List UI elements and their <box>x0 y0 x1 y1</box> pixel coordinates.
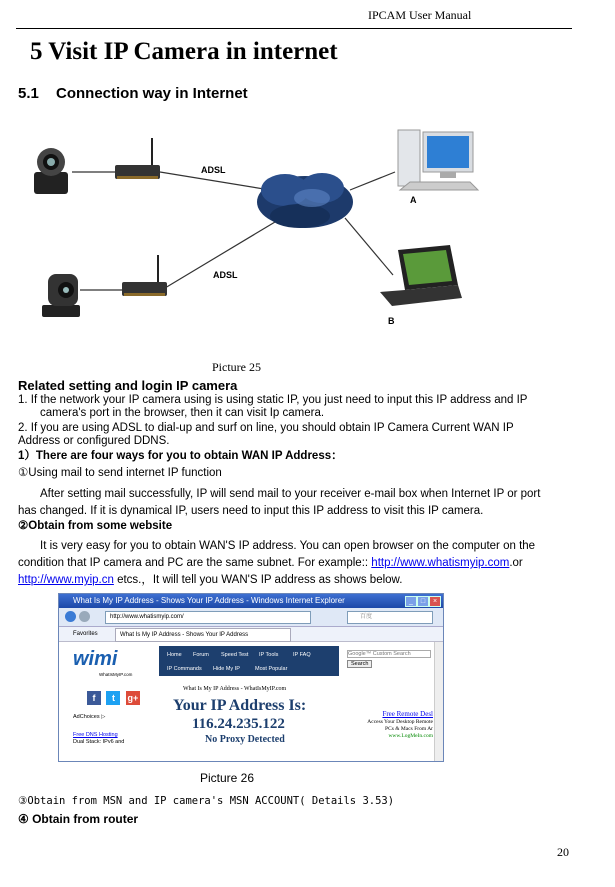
remote-line-2: Access Your Desktop Remote <box>367 719 433 725</box>
pc-b-label: B <box>388 316 395 326</box>
p1-line-b: camera's port in the browser, then it can visit Ip camera. <box>40 407 325 419</box>
search-button[interactable]: Search <box>347 660 372 668</box>
whatismyip-link[interactable]: http://www.whatismyip.com <box>371 557 510 569</box>
site-nav <box>159 646 339 676</box>
ip-page-heading: What Is My IP Address - WhatIsMyIP.com <box>183 686 287 692</box>
browser-scrollbar[interactable] <box>434 642 443 762</box>
running-header: IPCAM User Manual <box>368 8 472 22</box>
header-rule <box>16 28 572 29</box>
internet-cloud-icon <box>257 173 353 228</box>
browser-screenshot <box>58 593 444 762</box>
adchoices[interactable]: AdChoices ▷ <box>73 714 106 720</box>
remote-line-3: PCs & Macs From Ar <box>385 726 433 732</box>
nav-speed-test[interactable]: Speed Test <box>221 652 249 658</box>
favorites-bar <box>59 627 443 642</box>
desktop-computer-icon <box>398 130 478 190</box>
browser-title-bar <box>59 594 443 608</box>
nav-home[interactable]: Home <box>167 652 182 658</box>
ip-title: Your IP Address Is: <box>173 697 307 714</box>
minimize-icon[interactable]: _ <box>405 596 417 607</box>
pan-tilt-camera-icon <box>42 274 80 317</box>
nav-ip-tools[interactable]: IP Tools <box>259 652 279 658</box>
paragraph-2 <box>18 422 564 448</box>
social-icons <box>87 688 141 706</box>
nav-forum[interactable]: Forum <box>193 652 209 658</box>
way-1-paragraph <box>18 486 564 520</box>
adsl-router-icon <box>115 138 160 179</box>
p2-line-a: 2. If you are using ADSL to dial-up and surf on line, you should obtain IP Camera Current WAN IP <box>18 422 514 434</box>
way-2-title: ②Obtain from some website <box>18 520 173 532</box>
remote-desktop-link[interactable]: Free Remote Desl <box>382 710 433 718</box>
picture-25-caption: Picture 25 <box>212 360 261 374</box>
nav-ip-faq[interactable]: IP FAQ <box>293 652 311 658</box>
way-2-line-c: http://www.myip.cn etcs.，It will tell you WAN'S IP address as shows below. <box>18 574 403 586</box>
dns-hosting-link[interactable]: Free DNS Hosting <box>73 732 118 738</box>
maximize-icon[interactable]: □ <box>417 596 429 607</box>
way-1-line-a: After setting mail successfully, IP will send mail to your receiver e-mail box when Internet IP or port <box>40 488 541 500</box>
adsl-label-top: ADSL <box>201 165 226 175</box>
paragraph-1 <box>18 394 564 420</box>
nav-most-popular[interactable]: Most Popular <box>255 666 288 672</box>
adsl-label-bottom: ADSL <box>213 270 238 280</box>
subheading: Related setting and login IP camera <box>18 378 238 393</box>
url-input[interactable]: http://www.whatismyip.com/ <box>105 611 311 624</box>
browser-address-bar <box>59 608 443 627</box>
chapter-title: 5 Visit IP Camera in internet <box>30 38 338 65</box>
adsl-router-icon-bottom <box>122 255 167 296</box>
p2-line-b: Address or configured DDNS. <box>18 435 170 447</box>
browser-search-input[interactable]: 百度 <box>347 611 433 624</box>
forward-icon[interactable] <box>79 611 90 622</box>
wimi-logo: wimi <box>73 648 118 670</box>
way-2-paragraph <box>18 538 564 589</box>
p1-line-a: 1. If the network your IP camera using is using static IP, you just need to input this IP address and IP <box>18 394 528 406</box>
ip-camera-icon <box>34 148 68 194</box>
favorites-button[interactable]: Favorites <box>73 631 98 637</box>
google-search-input[interactable]: Google™ Custom Search <box>347 650 431 658</box>
nav-ip-commands[interactable]: IP Commands <box>167 666 202 672</box>
section-title: Connection way in Internet <box>56 85 248 102</box>
way-1-title: ①Using mail to send internet IP function <box>18 467 222 479</box>
network-diagram <box>0 110 615 360</box>
way-4-text: ④ Obtain from router <box>18 812 139 826</box>
way-2-line-a: It is very easy for you to obtain WAN'S IP address. You can open browser on the computer on the <box>40 540 536 552</box>
way-3-text: ③Obtain from MSN and IP camera's MSN ACCOUNT( Details 3.53) <box>18 795 395 807</box>
remote-line-4: www.LogMeIn.com <box>388 733 433 739</box>
ways-heading: 1）There are four ways for you to obtain WAN IP Address： <box>18 450 343 462</box>
browser-tab[interactable]: What Is My IP Address - Shows Your IP Address <box>115 628 291 642</box>
way-2-line-b: condition that IP camera and PC are the same subnet. For example:: http://www.whatismyip.com.or <box>18 557 523 569</box>
page-number: 20 <box>557 845 569 859</box>
close-icon[interactable]: × <box>429 596 441 607</box>
logo-subtitle: WhatIsMyIP.com <box>99 672 133 677</box>
dual-stack-text: Dual Stack: IPv6 and <box>73 739 125 745</box>
section-number: 5.1 <box>18 85 39 102</box>
google-plus-icon[interactable]: g+ <box>127 693 139 703</box>
myip-link[interactable]: http://www.myip.cn <box>18 574 114 586</box>
picture-26-caption: Picture 26 <box>200 771 255 785</box>
nav-hide-my-ip[interactable]: Hide My IP <box>213 666 240 672</box>
laptop-computer-icon <box>380 245 462 306</box>
ip-address: 116.24.235.122 <box>192 716 285 732</box>
proxy-status: No Proxy Detected <box>205 734 285 745</box>
back-icon[interactable] <box>65 611 76 622</box>
browser-title: What Is My IP Address - Shows Your IP Address - Windows Internet Explorer <box>73 596 345 605</box>
pc-a-label: A <box>410 195 417 205</box>
way-1-line-b: has changed. If it is dynamical IP, users need to input this IP address to visit this IP camera. <box>18 505 484 517</box>
section-heading <box>18 85 248 102</box>
webpage-content <box>59 642 443 762</box>
facebook-icon[interactable]: f <box>87 691 101 705</box>
twitter-icon[interactable]: t <box>106 691 120 705</box>
